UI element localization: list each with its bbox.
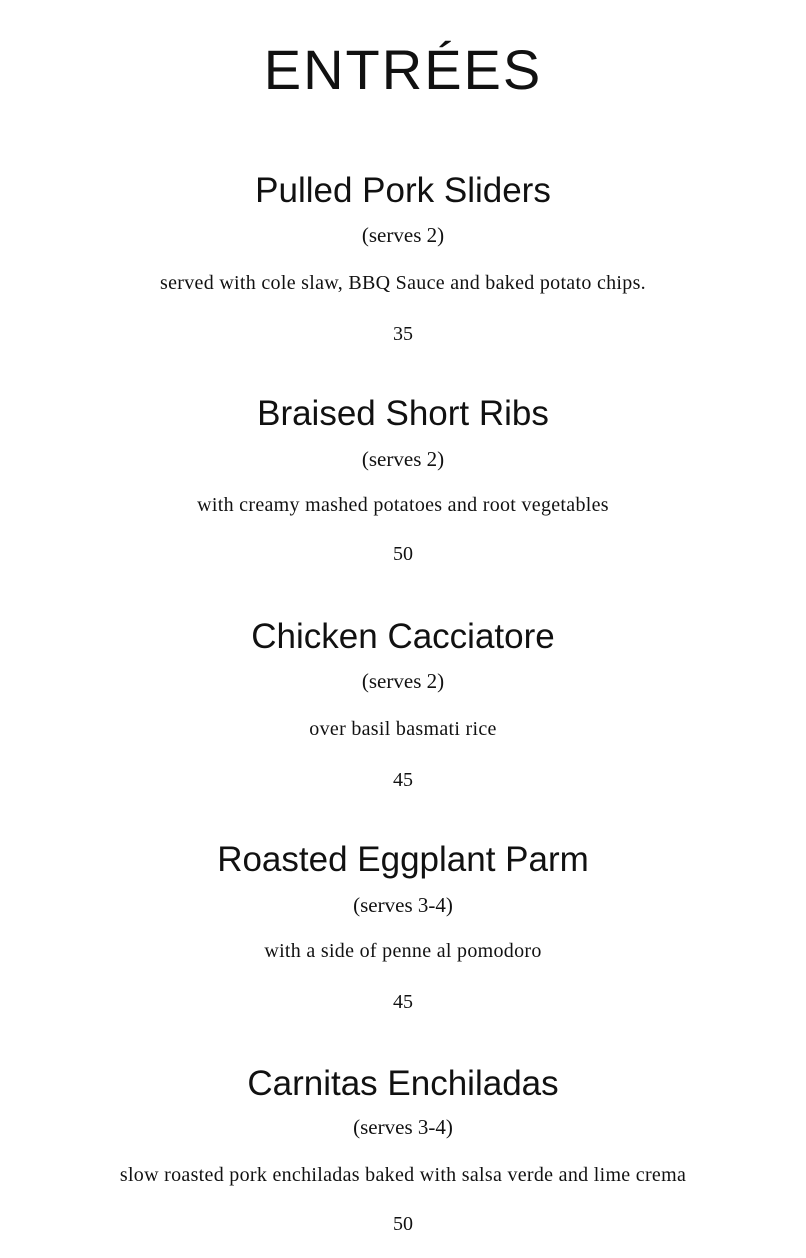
item-price: 45 — [393, 991, 413, 1013]
item-name: Chicken Cacciatore — [251, 617, 555, 656]
item-price: 50 — [393, 1213, 413, 1235]
item-description: with a side of penne al pomodoro — [264, 940, 542, 962]
page-title: ENTRÉES — [263, 38, 543, 101]
item-description: served with cole slaw, BBQ Sauce and baked potato chips. — [160, 272, 646, 294]
item-description: over basil basmati rice — [309, 718, 497, 740]
item-price: 45 — [393, 769, 413, 791]
item-name: Carnitas Enchiladas — [247, 1064, 559, 1103]
item-name: Pulled Pork Sliders — [255, 171, 551, 210]
item-price: 50 — [393, 543, 413, 565]
item-name: Roasted Eggplant Parm — [217, 840, 589, 879]
item-serves: (serves 2) — [361, 669, 445, 693]
item-serves: (serves 3-4) — [353, 893, 453, 917]
item-description: with creamy mashed potatoes and root vegetables — [197, 494, 609, 516]
item-serves: (serves 2) — [361, 447, 445, 471]
item-name: Braised Short Ribs — [257, 394, 549, 433]
item-serves: (serves 3-4) — [353, 1115, 453, 1139]
item-description: slow roasted pork enchiladas baked with salsa verde and lime crema — [119, 1164, 687, 1186]
item-serves: (serves 2) — [361, 223, 445, 247]
item-price: 35 — [393, 323, 413, 345]
